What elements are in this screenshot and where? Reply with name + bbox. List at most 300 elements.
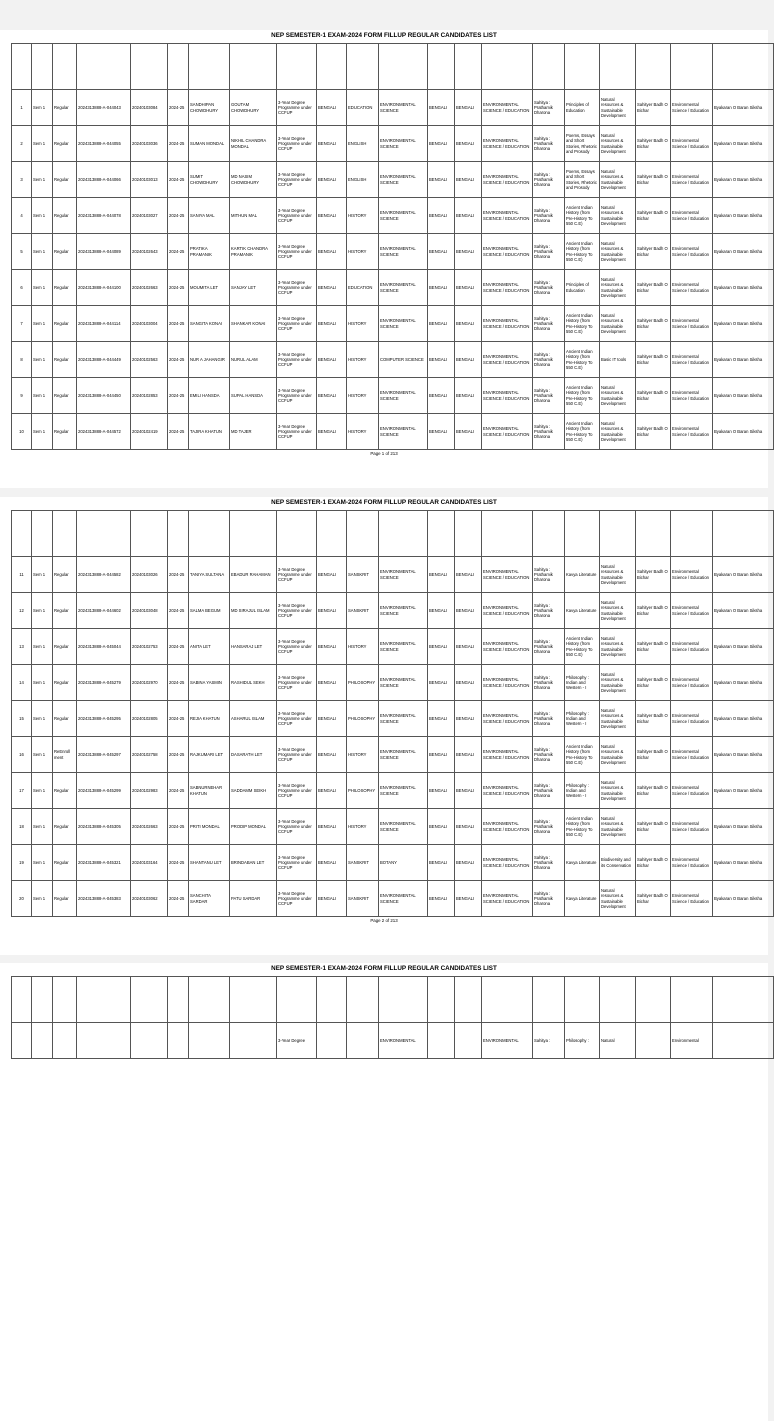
table-cell: BENGALI — [428, 557, 455, 593]
table-cell: 2024313888-A-045279 — [77, 665, 131, 701]
table-cell: Regular — [53, 665, 77, 701]
table-cell: BENGALI — [455, 270, 482, 306]
table-row — [12, 126, 774, 162]
header-cell — [189, 44, 230, 90]
table-cell: Basic IT tools — [600, 342, 636, 378]
table-cell: BENGALI — [317, 234, 347, 270]
table-cell: Regular — [53, 773, 77, 809]
table-cell: Sem 1 — [32, 306, 53, 342]
table-cell: Regular — [53, 270, 77, 306]
table-cell: 2024-25 — [168, 342, 189, 378]
table-cell: MD NASIM CHOWDHURY — [230, 162, 277, 198]
table-cell: Sahitya : Prathamik Dharona — [533, 809, 565, 845]
table-cell: 3-Year Degree Programme under CCFUP — [277, 270, 317, 306]
table-cell: BENGALI — [455, 845, 482, 881]
table-row — [12, 162, 774, 198]
table-cell — [168, 1023, 189, 1059]
table-row — [12, 737, 774, 773]
table-cell: 3-Year Degree Programme under CCFUP — [277, 342, 317, 378]
table-cell: Natural resources & Sustainable Development — [600, 629, 636, 665]
table-cell: 20240103004 — [131, 306, 168, 342]
table-cell: Byakaran O Baran Siksha — [713, 737, 774, 773]
table-cell: Sahitya : Prathamik Dharona — [533, 270, 565, 306]
table-cell: 3-Year Degree Programme under CCFUP — [277, 845, 317, 881]
table-cell: ENVIRONMENTAL — [482, 1023, 533, 1059]
table-cell: 2024-25 — [168, 629, 189, 665]
table-row — [12, 809, 774, 845]
page-number: Page 2 of 213 — [370, 918, 398, 923]
table-cell: BENGALI — [428, 234, 455, 270]
table-cell: 2024313888-A-044066 — [77, 162, 131, 198]
table-cell: Sem 1 — [32, 701, 53, 737]
table-cell: MD SIRAJUL ISLAM — [230, 593, 277, 629]
table-row — [12, 701, 774, 737]
table-cell: BENGALI — [317, 701, 347, 737]
table-cell: Natural resources & Sustainable Development — [600, 773, 636, 809]
table-cell: PRODIP MONDAL — [230, 809, 277, 845]
table-cell: SUMAN MONDAL — [189, 126, 230, 162]
table-cell: ENGLISH — [347, 126, 379, 162]
table-cell: ENVIRONMENTAL SCIENCE — [379, 234, 428, 270]
table-cell: 2024313888-A-044055 — [77, 126, 131, 162]
table-cell: Environmental Science / Education — [671, 593, 713, 629]
table-cell: Biodiversity and its Conservation — [600, 845, 636, 881]
header-cell — [12, 511, 32, 557]
table-cell: Sem 1 — [32, 90, 53, 126]
table-cell: 16 — [12, 737, 32, 773]
table-cell: BENGALI — [317, 198, 347, 234]
table-cell: 15 — [12, 701, 32, 737]
table-cell: 20240102758 — [131, 737, 168, 773]
table-cell: 3-Year Degree Programme under CCFUP — [277, 198, 317, 234]
header-cell — [53, 44, 77, 90]
table-cell: Environmental Science / Education — [671, 557, 713, 593]
table-cell: Sahitya : Prathamik Dharona — [533, 665, 565, 701]
table-cell: ENVIRONMENTAL SCIENCE — [379, 126, 428, 162]
table-cell: Natural resources & Sustainable Development — [600, 701, 636, 737]
table-cell: Sem 1 — [32, 234, 53, 270]
table-cell: Philosophy : Indian and Western - I — [565, 701, 600, 737]
table-cell: BENGALI — [428, 665, 455, 701]
table-cell: PHILOSOPHY — [347, 701, 379, 737]
table-cell: Sem 1 — [32, 845, 53, 881]
header-cell — [131, 977, 168, 1023]
table-cell: 20240103048 — [131, 593, 168, 629]
table-cell: ENVIRONMENTAL SCIENCE — [379, 701, 428, 737]
table-cell: 20240102805 — [131, 701, 168, 737]
table-cell: 2024313888-A-045305 — [77, 809, 131, 845]
table-cell: 17 — [12, 773, 32, 809]
header-cell — [671, 44, 713, 90]
table-cell: Byakaran O Baran Siksha — [713, 414, 774, 450]
header-cell — [12, 977, 32, 1023]
header-cell — [565, 44, 600, 90]
header-cell — [600, 44, 636, 90]
table-cell: SHANTANU LET — [189, 845, 230, 881]
table-cell: SANCHITA SARDAR — [189, 881, 230, 917]
header-cell — [32, 511, 53, 557]
table-cell: BENGALI — [317, 845, 347, 881]
table-cell: Philosophy : Indian and Western - I — [565, 665, 600, 701]
table-cell: ENVIRONMENTAL SCIENCE / EDUCATION — [482, 737, 533, 773]
header-cell — [482, 511, 533, 557]
table-cell: Natural resources & Sustainable Development — [600, 557, 636, 593]
table-cell: 18 — [12, 809, 32, 845]
table-cell: BENGALI — [428, 342, 455, 378]
table-row — [12, 414, 774, 450]
table-cell: ENVIRONMENTAL SCIENCE / EDUCATION — [482, 234, 533, 270]
table-cell: BENGALI — [428, 881, 455, 917]
table-cell: 20240102563 — [131, 342, 168, 378]
page-1 — [0, 30, 768, 488]
table-cell: 20240102663 — [131, 809, 168, 845]
table-cell: Sem 1 — [32, 593, 53, 629]
header-cell — [347, 511, 379, 557]
table-row — [12, 198, 774, 234]
table-cell: BENGALI — [428, 270, 455, 306]
table-cell: 3-Year Degree Programme under CCFUP — [277, 809, 317, 845]
table-cell: 2024313888-A-045383 — [77, 881, 131, 917]
table-header-row — [12, 44, 774, 90]
table-cell: BENGALI — [428, 701, 455, 737]
table-cell: 20240102753 — [131, 629, 168, 665]
table-row — [12, 90, 774, 126]
table-cell: Sahityer Badh O Bichar — [636, 881, 671, 917]
table-cell: Sahityer Badh O Bichar — [636, 809, 671, 845]
page-2-body — [12, 511, 774, 917]
table-cell: BENGALI — [317, 90, 347, 126]
table-cell: BENGALI — [455, 881, 482, 917]
header-cell — [600, 977, 636, 1023]
table-cell: 9 — [12, 378, 32, 414]
table-cell: BENGALI — [428, 198, 455, 234]
table-cell: Ancient Indian History (from Pre-History To 550 C.E) — [565, 342, 600, 378]
table-cell: ENVIRONMENTAL SCIENCE — [379, 665, 428, 701]
table-cell: Natural resources & Sustainable Development — [600, 378, 636, 414]
table-cell: Natural resources & Sustainable Development — [600, 126, 636, 162]
table-cell: Sahityer Badh O Bichar — [636, 701, 671, 737]
table-cell: Sem 1 — [32, 162, 53, 198]
table-cell: BENGALI — [455, 90, 482, 126]
header-cell — [317, 977, 347, 1023]
header-cell — [168, 977, 189, 1023]
table-cell: BENGALI — [317, 342, 347, 378]
table-cell: Sahityer Badh O Bichar — [636, 342, 671, 378]
header-cell — [636, 977, 671, 1023]
table-cell: 2024313888-A-045321 — [77, 845, 131, 881]
table-cell — [12, 1023, 32, 1059]
table-cell: BENGALI — [455, 234, 482, 270]
candidates-table — [11, 510, 774, 917]
table-cell: ENVIRONMENTAL SCIENCE — [379, 270, 428, 306]
table-cell: 2024313888-A-044043 — [77, 90, 131, 126]
table-cell — [230, 1023, 277, 1059]
header-cell — [32, 977, 53, 1023]
table-cell: Natural resources & Sustainable Development — [600, 162, 636, 198]
table-cell: 2024313888-A-044078 — [77, 198, 131, 234]
table-row — [12, 270, 774, 306]
table-cell: Sahitya : Prathamik Dharona — [533, 126, 565, 162]
header-cell — [189, 977, 230, 1023]
table-cell: BENGALI — [317, 378, 347, 414]
table-cell: 6 — [12, 270, 32, 306]
table-cell — [347, 1023, 379, 1059]
table-cell: ENVIRONMENTAL SCIENCE — [379, 809, 428, 845]
table-cell: BENGALI — [317, 593, 347, 629]
table-cell: BENGALI — [428, 593, 455, 629]
table-cell: 1 — [12, 90, 32, 126]
table-cell: NURUL ALAM — [230, 342, 277, 378]
table-cell: 7 — [12, 306, 32, 342]
table-cell: ENVIRONMENTAL SCIENCE — [379, 737, 428, 773]
table-cell: SANSKRIT — [347, 845, 379, 881]
table-row — [12, 845, 774, 881]
table-cell — [131, 1023, 168, 1059]
header-cell — [131, 511, 168, 557]
table-cell: BENGALI — [455, 809, 482, 845]
table-cell: 3-Year Degree Programme under CCFUP — [277, 665, 317, 701]
header-cell — [379, 44, 428, 90]
table-cell: PRITI MONDAL — [189, 809, 230, 845]
table-cell — [32, 1023, 53, 1059]
table-cell: Regular — [53, 845, 77, 881]
table-cell: NUR A JAHANGIR — [189, 342, 230, 378]
table-cell: Sahityer Badh O Bichar — [636, 773, 671, 809]
table-cell: BENGALI — [428, 773, 455, 809]
table-cell: EDUCATION — [347, 90, 379, 126]
table-cell: BENGALI — [455, 198, 482, 234]
table-cell: Byakaran O Baran Siksha — [713, 593, 774, 629]
table-cell: 3-Year Degree Programme under CCFUP — [277, 881, 317, 917]
table-cell: Sahityer Badh O Bichar — [636, 306, 671, 342]
table-cell: Principles of Education — [565, 270, 600, 306]
table-cell: 2024313888-A-044449 — [77, 342, 131, 378]
table-cell: 20240102643 — [131, 234, 168, 270]
header-cell — [600, 511, 636, 557]
header-cell — [482, 44, 533, 90]
table-cell: BOTANY — [379, 845, 428, 881]
table-cell: ENVIRONMENTAL SCIENCE / EDUCATION — [482, 378, 533, 414]
table-cell: 2024-25 — [168, 306, 189, 342]
table-cell: COMPUTER SCIENCE — [379, 342, 428, 378]
table-cell: 20240103062 — [131, 881, 168, 917]
table-cell: BENGALI — [317, 126, 347, 162]
header-cell — [455, 511, 482, 557]
table-cell: Kavya Literature — [565, 593, 600, 629]
table-cell: 5 — [12, 234, 32, 270]
table-cell: Kavya Literature — [565, 881, 600, 917]
table-cell: ENVIRONMENTAL SCIENCE — [379, 162, 428, 198]
table-cell: Byakaran O Baran Siksha — [713, 306, 774, 342]
table-cell: PHILOSOPHY — [347, 773, 379, 809]
table-cell: ENVIRONMENTAL SCIENCE / EDUCATION — [482, 557, 533, 593]
table-cell: Sahitya : Prathamik Dharona — [533, 162, 565, 198]
table-cell: Sahitya : Prathamik Dharona — [533, 342, 565, 378]
table-cell: SANGITA KONAI — [189, 306, 230, 342]
header-cell — [482, 977, 533, 1023]
table-cell: 2024313888-A-045299 — [77, 773, 131, 809]
table-cell: RAJKUMARI LET — [189, 737, 230, 773]
table-cell: ENVIRONMENTAL SCIENCE / EDUCATION — [482, 162, 533, 198]
table-cell: EDUCATION — [347, 270, 379, 306]
table-cell: Regular — [53, 126, 77, 162]
table-cell: ENVIRONMENTAL SCIENCE / EDUCATION — [482, 90, 533, 126]
table-cell: 3-Year Degree Programme under CCFUP — [277, 234, 317, 270]
table-row — [12, 881, 774, 917]
table-cell: BENGALI — [317, 665, 347, 701]
table-cell: 20240103084 — [131, 90, 168, 126]
table-cell: Sem 1 — [32, 414, 53, 450]
table-cell: ReEnroll ment — [53, 737, 77, 773]
table-cell: Environmental Science / Education — [671, 342, 713, 378]
table-cell: ENVIRONMENTAL SCIENCE / EDUCATION — [482, 701, 533, 737]
header-cell — [533, 44, 565, 90]
table-cell: Regular — [53, 701, 77, 737]
header-cell — [455, 44, 482, 90]
table-cell: BENGALI — [428, 162, 455, 198]
table-cell: 2024313888-A-044114 — [77, 306, 131, 342]
table-cell: 20240102663 — [131, 270, 168, 306]
table-cell: Sahityer Badh O Bichar — [636, 270, 671, 306]
table-cell: BENGALI — [455, 126, 482, 162]
table-cell: Environmental Science / Education — [671, 665, 713, 701]
table-cell: BENGALI — [317, 881, 347, 917]
table-cell: KARTIK CHANDRA PRAMANIK — [230, 234, 277, 270]
table-cell: Environmental Science / Education — [671, 414, 713, 450]
table-cell: MOUMITA LET — [189, 270, 230, 306]
table-cell: Environmental Science / Education — [671, 809, 713, 845]
table-cell: BENGALI — [317, 773, 347, 809]
table-cell: ANITA LET — [189, 629, 230, 665]
table-cell: ENVIRONMENTAL SCIENCE / EDUCATION — [482, 126, 533, 162]
table-cell: 2024-25 — [168, 773, 189, 809]
table-cell: ENVIRONMENTAL SCIENCE — [379, 557, 428, 593]
table-cell: Sahitya : Prathamik Dharona — [533, 198, 565, 234]
table-cell: 3-Year Degree Programme under CCFUP — [277, 306, 317, 342]
header-cell — [53, 511, 77, 557]
table-cell: SADDAMM SEIKH — [230, 773, 277, 809]
table-cell: BENGALI — [317, 557, 347, 593]
table-row — [12, 629, 774, 665]
table-cell: 2 — [12, 126, 32, 162]
table-cell: HISTORY — [347, 234, 379, 270]
table-cell: DASARATH LET — [230, 737, 277, 773]
table-cell: Environmental Science / Education — [671, 629, 713, 665]
table-cell: 2024-25 — [168, 90, 189, 126]
table-cell: Kavya Literature — [565, 845, 600, 881]
table-cell: 20240102983 — [131, 773, 168, 809]
table-cell: PHILOSOPHY — [347, 665, 379, 701]
table-cell: BENGALI — [317, 162, 347, 198]
table-cell: Regular — [53, 90, 77, 126]
table-cell: BENGALI — [428, 378, 455, 414]
table-cell: 3-Year Degree Programme under CCFUP — [277, 162, 317, 198]
table-cell: HANSARAJ LET — [230, 629, 277, 665]
table-cell: ENVIRONMENTAL SCIENCE / EDUCATION — [482, 270, 533, 306]
table-cell: 4 — [12, 198, 32, 234]
table-cell: Ancient Indian History (from Pre-History To 550 C.E) — [565, 306, 600, 342]
page-title: NEP SEMESTER-1 EXAM-2024 FORM FILLUP REGULAR CANDIDATES LIST — [271, 965, 497, 972]
header-cell — [713, 977, 774, 1023]
table-cell: Regular — [53, 881, 77, 917]
table-cell: Sahityer Badh O Bichar — [636, 162, 671, 198]
table-cell: Environmental Science / Education — [671, 701, 713, 737]
table-cell: 2024313888-A-044572 — [77, 414, 131, 450]
table-cell: Sem 1 — [32, 378, 53, 414]
table-cell: HISTORY — [347, 306, 379, 342]
table-cell: BENGALI — [455, 773, 482, 809]
table-cell: Sahitya : Prathamik Dharona — [533, 737, 565, 773]
header-cell — [455, 977, 482, 1023]
header-cell — [230, 511, 277, 557]
table-cell: 19 — [12, 845, 32, 881]
table-cell: Byakaran O Baran Siksha — [713, 701, 774, 737]
table-cell: 2024313888-A-045044 — [77, 629, 131, 665]
table-cell — [455, 1023, 482, 1059]
header-cell — [379, 511, 428, 557]
table-cell: Environmental Science / Education — [671, 162, 713, 198]
table-cell: 3-Year Degree Programme under CCFUP — [277, 90, 317, 126]
table-cell — [53, 1023, 77, 1059]
table-cell: PRATIKA PRAMANIK — [189, 234, 230, 270]
table-cell: Principles of Education — [565, 90, 600, 126]
table-cell: SANSKRIT — [347, 557, 379, 593]
table-cell: SANDHIPAN CHOWDHURY — [189, 90, 230, 126]
table-cell: Byakaran O Baran Siksha — [713, 665, 774, 701]
table-cell: 12 — [12, 593, 32, 629]
table-cell: Sahitya : Prathamik Dharona — [533, 593, 565, 629]
table-cell: 3-Year Degree Programme under CCFUP — [277, 378, 317, 414]
table-cell: Sem 1 — [32, 809, 53, 845]
table-cell: 3-Year Degree Programme under CCFUP — [277, 737, 317, 773]
table-cell: ENVIRONMENTAL SCIENCE — [379, 629, 428, 665]
header-cell — [53, 977, 77, 1023]
header-cell — [565, 511, 600, 557]
header-cell — [636, 511, 671, 557]
table-cell: TANIYA SULTANA — [189, 557, 230, 593]
table-cell: Byakaran O Baran Siksha — [713, 773, 774, 809]
table-cell: BENGALI — [317, 306, 347, 342]
table-cell: 2024313888-A-044100 — [77, 270, 131, 306]
header-cell — [347, 44, 379, 90]
page-title: NEP SEMESTER-1 EXAM-2024 FORM FILLUP REGULAR CANDIDATES LIST — [271, 499, 497, 506]
table-cell: NIKHIL CHANDRA MONDAL — [230, 126, 277, 162]
table-cell: BENGALI — [317, 414, 347, 450]
table-cell: SUMIT CHOWDHURY — [189, 162, 230, 198]
table-cell: EBADUR RAHAMAN — [230, 557, 277, 593]
table-cell: ENVIRONMENTAL SCIENCE / EDUCATION — [482, 342, 533, 378]
table-cell: BENGALI — [455, 342, 482, 378]
table-cell: SANSKRIT — [347, 881, 379, 917]
header-cell — [230, 44, 277, 90]
table-cell: BENGALI — [317, 737, 347, 773]
table-cell: 20240103026 — [131, 557, 168, 593]
table-cell: Sahityer Badh O Bichar — [636, 414, 671, 450]
page-2 — [0, 497, 768, 955]
table-cell: SANJAY LET — [230, 270, 277, 306]
table-cell: Sahitya : Prathamik Dharona — [533, 773, 565, 809]
table-cell: HISTORY — [347, 414, 379, 450]
table-cell: Sahitya : Prathamik Dharona — [533, 845, 565, 881]
table-cell: BENGALI — [455, 701, 482, 737]
table-cell: Ancient Indian History (from Pre-History To 550 C.E) — [565, 809, 600, 845]
table-cell: Ancient Indian History (from Pre-History To 550 C.E) — [565, 378, 600, 414]
table-cell: BENGALI — [455, 737, 482, 773]
table-cell: Sahitya : Prathamik Dharona — [533, 881, 565, 917]
table-cell: Ancient Indian History (from Pre-History To 550 C.E) — [565, 234, 600, 270]
table-cell: 3-Year Degree Programme under CCFUP — [277, 126, 317, 162]
table-cell: 2024-25 — [168, 198, 189, 234]
